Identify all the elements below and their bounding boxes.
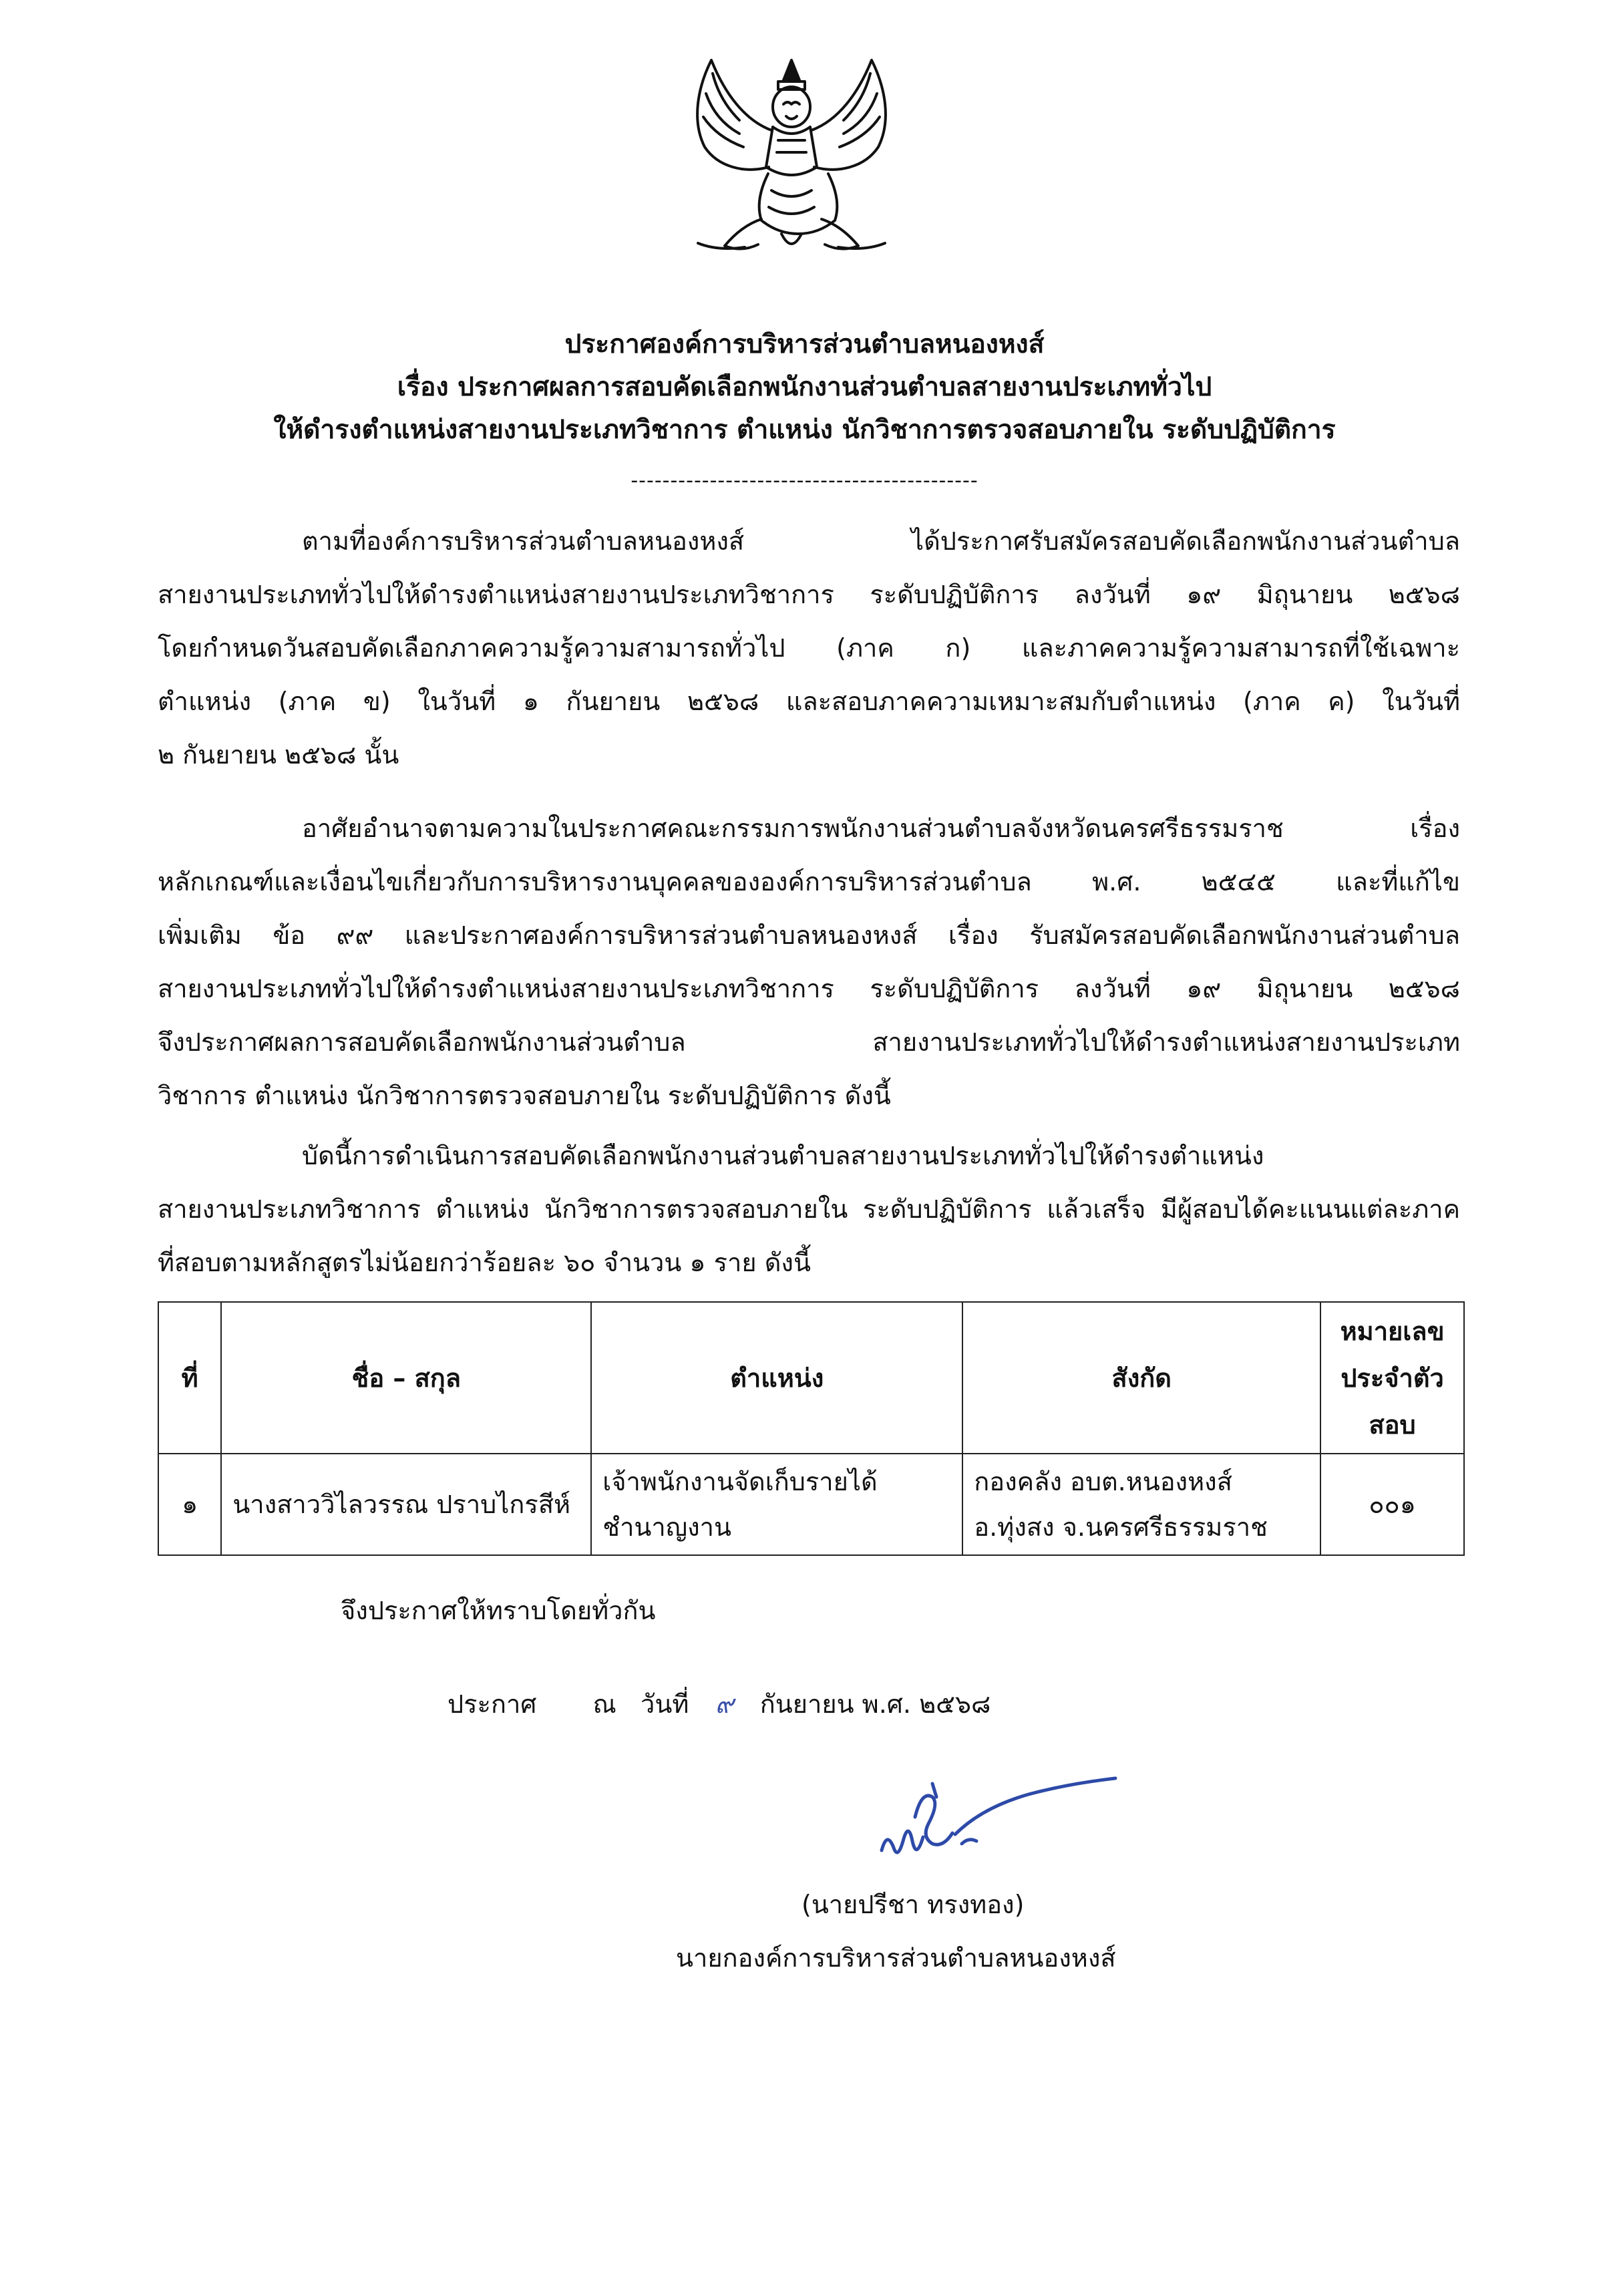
- cell-no: ๑: [158, 1454, 221, 1555]
- paragraph-line: หลักเกณฑ์และเงื่อนไขเกี่ยวกับการบริหารงานบุคคลขององค์การบริหารส่วนตำบล พ.ศ. ๒๕๔๕ และที่แก้ไข: [158, 867, 1460, 896]
- paragraph-authority: [158, 802, 1460, 1122]
- cell-position-line: เจ้าพนักงานจัดเก็บรายได้: [602, 1467, 878, 1496]
- date-at: ณ: [592, 1689, 616, 1719]
- paragraph-line: ๒ กันยายน ๒๕๖๘ นั้น: [158, 740, 399, 770]
- paragraph-line: สายงานประเภททั่วไปให้ดำรงตำแหน่งสายงานประเภทวิชาการ ระดับปฏิบัติการ ลงวันที่ ๑๙ มิถุนายน ๒๕๖๘: [158, 580, 1460, 609]
- paragraph-line: บัดนี้การดำเนินการสอบคัดเลือกพนักงานส่วนตำบลสายงานประเภททั่วไปให้ดำรงตำแหน่ง: [302, 1141, 1264, 1170]
- cell-department-line: อ.ทุ่งสง จ.นครศรีธรรมราช: [974, 1512, 1268, 1542]
- cell-department-line: กองคลัง อบต.หนองหงส์: [974, 1467, 1232, 1496]
- announcement-subject: เรื่อง ประกาศผลการสอบคัดเลือกพนักงานส่วนตำบลสายงานประเภททั่วไป: [397, 372, 1212, 402]
- cell-position: [591, 1454, 962, 1555]
- header-exam-id-line: สอบ: [1369, 1410, 1416, 1440]
- date-day-handwritten: ๙: [715, 1689, 734, 1719]
- cell-name: นางสาววิไลวรรณ ปราบไกรสีห์: [221, 1454, 591, 1555]
- title-divider: --------------------------------------------: [631, 469, 978, 492]
- signature-icon: [875, 1770, 1122, 1870]
- cell-position-line: ชำนาญงาน: [602, 1512, 731, 1542]
- closing-statement: จึงประกาศให้ทราบโดยทั่วกัน: [341, 1596, 656, 1625]
- table-row: [158, 1454, 1464, 1555]
- cell-department: [962, 1454, 1320, 1555]
- paragraph-line: สายงานประเภทวิชาการ ตำแหน่ง นักวิชาการตรวจสอบภายใน ระดับปฏิบัติการ แล้วเสร็จ มีผู้สอบได้คะแนนแต่ละภาค: [158, 1194, 1460, 1224]
- paragraph-result: [158, 1129, 1460, 1289]
- announcement-title: ประกาศองค์การบริหารส่วนตำบลหนองหงส์: [564, 329, 1045, 359]
- header-name: ชื่อ – สกุล: [221, 1302, 591, 1454]
- header-exam-id: [1320, 1302, 1464, 1454]
- header-exam-id-line: ประจำตัว: [1340, 1363, 1444, 1393]
- date-day-label: วันที่: [641, 1689, 689, 1719]
- header-department: สังกัด: [962, 1302, 1320, 1454]
- paragraph-line: ที่สอบตามหลักสูตรไม่น้อยกว่าร้อยละ ๖๐ จำนวน ๑ ราย ดังนี้: [158, 1248, 811, 1277]
- signer-title: นายกองค์การบริหารส่วนตำบลหนองหงส์: [676, 1943, 1116, 1973]
- header-position: ตำแหน่ง: [591, 1302, 962, 1454]
- paragraph-line: เพิ่มเติม ข้อ ๙๙ และประกาศองค์การบริหารส่วนตำบลหนองหงส์ เรื่อง รับสมัครสอบคัดเลือกพนักงานส่วนตำบล: [158, 921, 1460, 950]
- date-month-year: กันยายน พ.ศ. ๒๕๖๘: [759, 1689, 991, 1719]
- announcement-position: ให้ดำรงตำแหน่งสายงานประเภทวิชาการ ตำแหน่ง นักวิชาการตรวจสอบภายใน ระดับปฏิบัติการ: [273, 415, 1336, 445]
- paragraph-line: ตามที่องค์การบริหารส่วนตำบลหนองหงส์ ได้ประกาศรับสมัครสอบคัดเลือกพนักงานส่วนตำบล: [302, 526, 1460, 556]
- paragraph-line: วิชาการ ตำแหน่ง นักวิชาการตรวจสอบภายใน ระดับปฏิบัติการ ดังนี้: [158, 1081, 891, 1110]
- announcement-date: [448, 1683, 991, 1724]
- paragraph-line: ตำแหน่ง (ภาค ข) ในวันที่ ๑ กันยายน ๒๕๖๘ และสอบภาคความเหมาะสมกับตำแหน่ง (ภาค ค) ในวันที่: [158, 687, 1460, 716]
- result-table: [158, 1301, 1465, 1556]
- paragraph-background: [158, 514, 1460, 782]
- cell-exam-id: ๐๐๑: [1320, 1454, 1464, 1555]
- garuda-emblem-icon: [671, 47, 912, 267]
- paragraph-line: โดยกำหนดวันสอบคัดเลือกภาคความรู้ความสามารถทั่วไป (ภาค ก) และภาคความรู้ความสามารถที่ใช้เฉพาะ: [158, 633, 1460, 663]
- date-prefix: ประกาศ: [448, 1689, 537, 1719]
- table-header-row: [158, 1302, 1464, 1454]
- paragraph-line: สายงานประเภททั่วไปให้ดำรงตำแหน่งสายงานประเภทวิชาการ ระดับปฏิบัติการ ลงวันที่ ๑๙ มิถุนายน ๒๕๖๘: [158, 974, 1460, 1003]
- header-no: ที่: [158, 1302, 221, 1454]
- paragraph-line: อาศัยอำนาจตามความในประกาศคณะกรรมการพนักงานส่วนตำบลจังหวัดนครศรีธรรมราช เรื่อง: [302, 814, 1460, 843]
- signer-name: (นายปรีชา ทรงทอง): [801, 1890, 1025, 1919]
- header-exam-id-line: หมายเลข: [1340, 1316, 1445, 1346]
- paragraph-line: จึงประกาศผลการสอบคัดเลือกพนักงานส่วนตำบล สายงานประเภททั่วไปให้ดำรงตำแหน่งสายงานประเภท: [158, 1027, 1460, 1057]
